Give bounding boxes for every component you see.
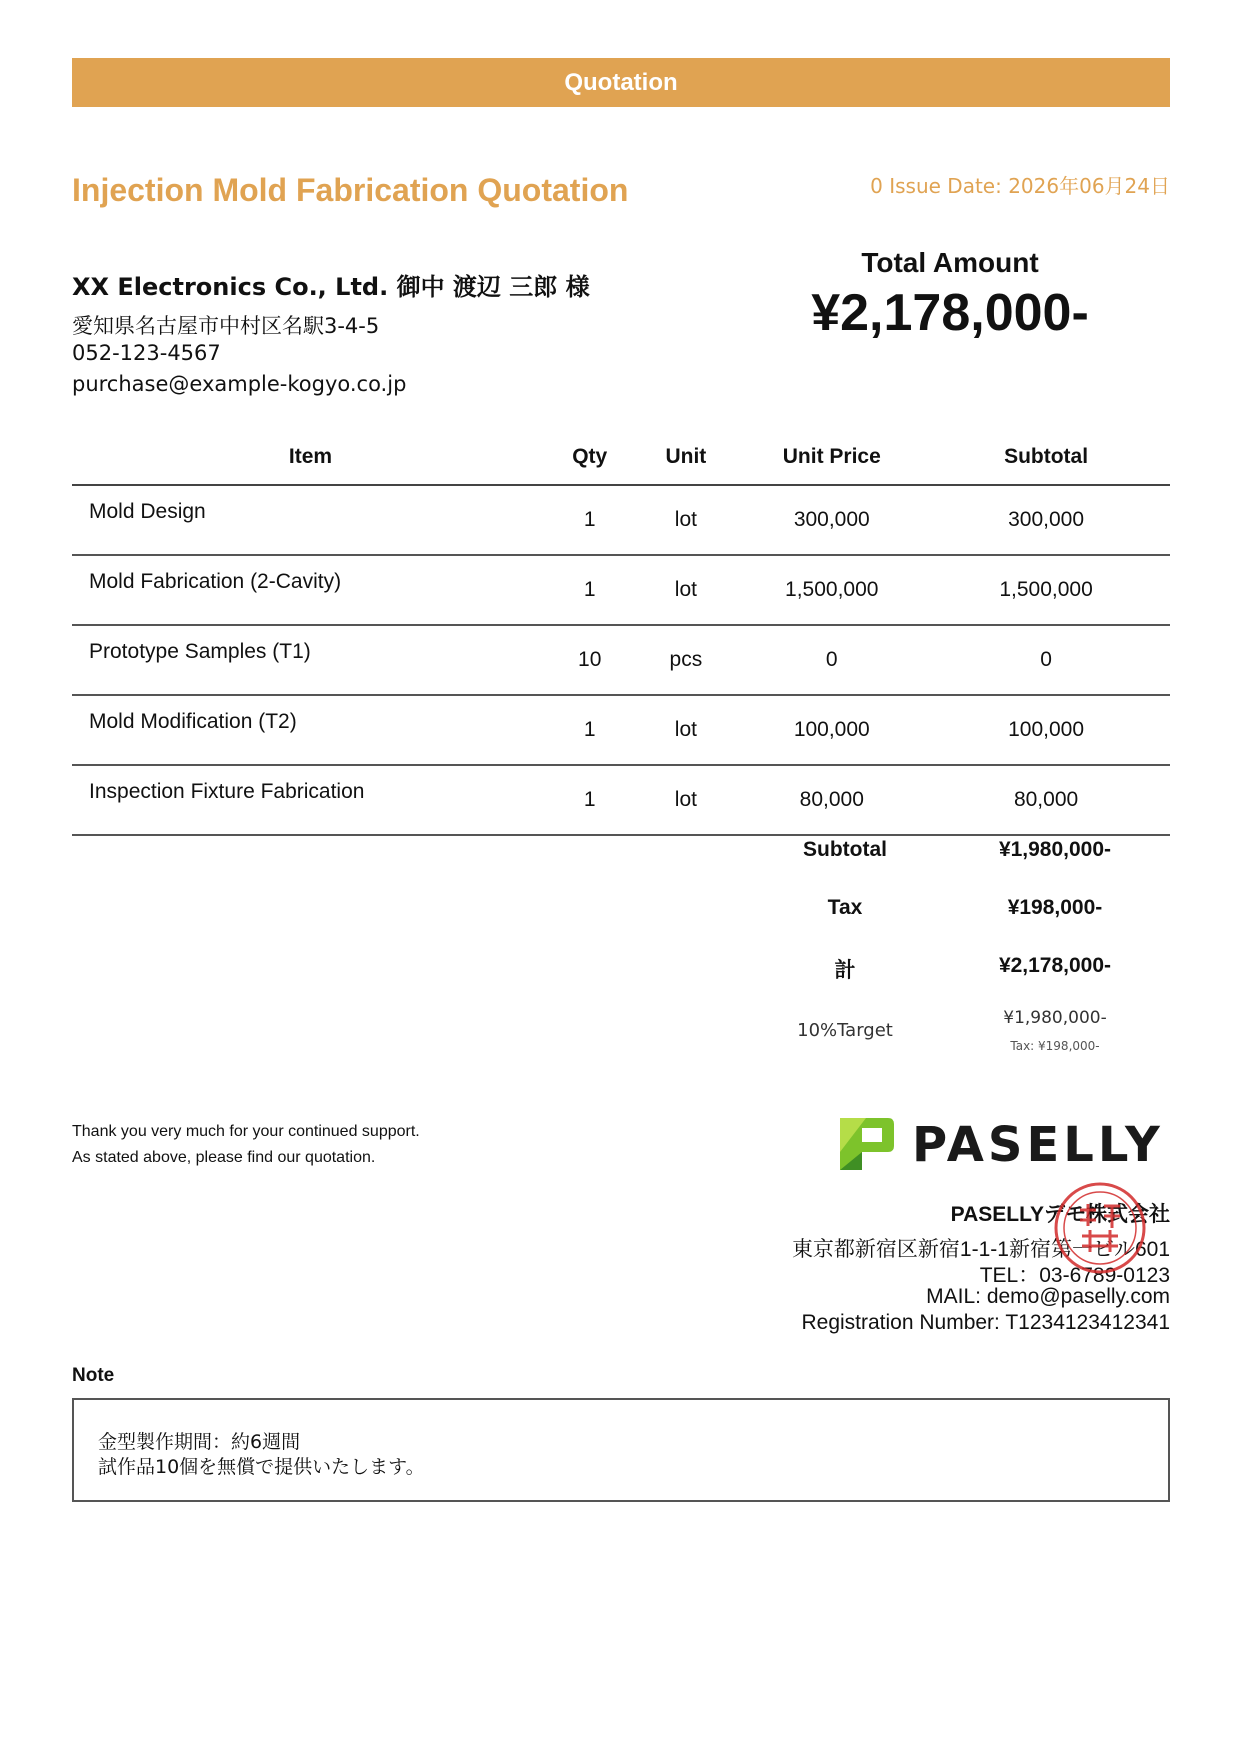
row-unit-price: 0 — [741, 625, 922, 695]
table-row — [72, 625, 1170, 695]
header-unit-price: Unit Price — [741, 430, 922, 485]
subtotal-value: ¥1,980,000- — [998, 838, 1112, 861]
row-item: Prototype Samples (T1) — [72, 625, 549, 695]
grand-total-value: ¥2,178,000- — [998, 954, 1112, 977]
row-unit-price: 1,500,000 — [741, 555, 922, 625]
header-qty: Qty — [549, 430, 630, 485]
row-unit: lot — [630, 695, 741, 765]
total-amount-value: ¥2,178,000- — [811, 284, 1089, 342]
tax-target-label: 10%Target — [797, 1020, 893, 1041]
company-mail: MAIL: demo@paselly.com — [926, 1285, 1170, 1308]
document-banner: Quotation — [72, 58, 1170, 107]
row-qty: 1 — [549, 485, 630, 555]
row-qty: 1 — [549, 765, 630, 835]
row-unit-price: 80,000 — [741, 765, 922, 835]
row-item: Mold Modification (T2) — [72, 695, 549, 765]
note-line-2: 試作品10個を無償で提供いたします。 — [98, 1456, 425, 1478]
company-name: PASELLYデモ株式会社 — [950, 1203, 1170, 1226]
row-subtotal: 1,500,000 — [922, 555, 1170, 625]
logo-wordmark: PASELLY — [912, 1117, 1164, 1173]
row-unit-price: 300,000 — [741, 485, 922, 555]
line-items-table — [72, 430, 1170, 836]
client-address: 愛知県名古屋市中村区名駅3-4-5 — [72, 314, 380, 338]
company-logo — [836, 1112, 1172, 1174]
row-unit-price: 100,000 — [741, 695, 922, 765]
header-subtotal: Subtotal — [922, 430, 1170, 485]
grand-total-label: 計 — [834, 959, 856, 982]
company-seal-stamp-icon — [1052, 1180, 1148, 1276]
document-title: Injection Mold Fabrication Quotation — [72, 172, 629, 208]
client-name: XX Electronics Co., Ltd. 御中 渡辺 三郎 様 — [72, 273, 590, 301]
table-row — [72, 695, 1170, 765]
company-tel: TEL：03-6789-0123 — [979, 1264, 1170, 1287]
row-subtotal: 100,000 — [922, 695, 1170, 765]
note-label: Note — [72, 1365, 115, 1386]
tax-target-base: ¥1,980,000- — [1003, 1008, 1107, 1028]
row-subtotal: 0 — [922, 625, 1170, 695]
row-qty: 1 — [549, 555, 630, 625]
table-row — [72, 485, 1170, 555]
row-item: Inspection Fixture Fabrication — [72, 765, 549, 835]
header-unit: Unit — [630, 430, 741, 485]
row-qty: 1 — [549, 695, 630, 765]
company-registration: Registration Number: T1234123412341 — [801, 1311, 1170, 1334]
row-qty: 10 — [549, 625, 630, 695]
row-unit: pcs — [630, 625, 741, 695]
client-email: purchase@example-kogyo.co.jp — [72, 372, 407, 396]
thanks-message-line2: As stated above, please find our quotation. — [72, 1149, 376, 1166]
header-item: Item — [72, 430, 549, 485]
issue-date: 0 Issue Date: 2026年06月24日 — [870, 174, 1170, 198]
tax-value: ¥198,000- — [1007, 896, 1103, 919]
total-amount-label: Total Amount — [861, 247, 1039, 278]
tax-target-tax: Tax: ¥198,000- — [1010, 1039, 1100, 1053]
table-row — [72, 765, 1170, 835]
thanks-message-line1: Thank you very much for your continued support. — [72, 1123, 420, 1140]
row-item: Mold Fabrication (2-Cavity) — [72, 555, 549, 625]
table-header-row — [72, 430, 1170, 485]
client-phone: 052-123-4567 — [72, 341, 221, 365]
note-line-1: 金型製作期間：約6週間 — [98, 1431, 301, 1453]
tax-label: Tax — [827, 896, 863, 919]
row-subtotal: 300,000 — [922, 485, 1170, 555]
row-unit: lot — [630, 555, 741, 625]
row-subtotal: 80,000 — [922, 765, 1170, 835]
row-unit: lot — [630, 485, 741, 555]
paselly-logo-icon — [836, 1112, 1172, 1174]
company-address: 東京都新宿区新宿1-1-1新宿第一ビル601 — [791, 1238, 1170, 1261]
row-item: Mold Design — [72, 485, 549, 555]
row-unit: lot — [630, 765, 741, 835]
subtotal-label: Subtotal — [803, 838, 887, 861]
table-row — [72, 555, 1170, 625]
